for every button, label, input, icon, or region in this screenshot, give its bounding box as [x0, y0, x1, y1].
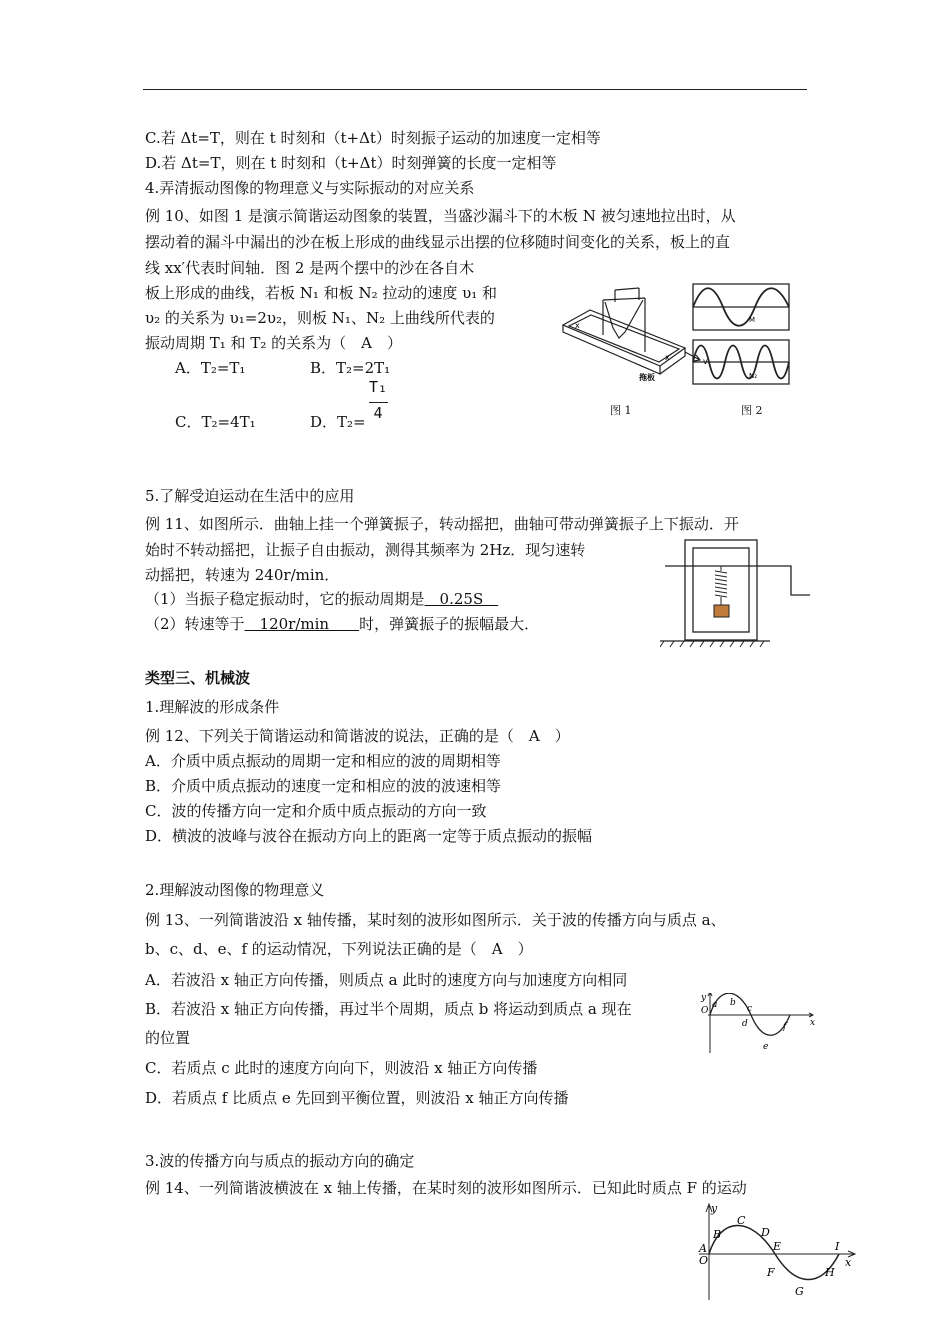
spring: [715, 566, 727, 605]
option-d: D.若 Δt=T，则在 t 时刻和（t+Δt）时刻弹簧的长度一定相等: [145, 154, 557, 172]
label-F: F: [767, 1266, 775, 1279]
example-12-option-c: C．波的传播方向一定和介质中质点振动的方向一致: [145, 802, 487, 820]
example-10-option-d: D．T₂=: [310, 413, 366, 431]
answer-1: 0.25S: [424, 590, 499, 608]
header-rule: [143, 89, 807, 90]
label-H: H: [825, 1266, 835, 1279]
option-c: C.若 Δt=T，则在 t 时刻和（t+Δt）时刻振子运动的加速度一定相等: [145, 129, 601, 147]
label-D: D: [761, 1226, 770, 1239]
fraction-denominator: 4: [373, 404, 383, 422]
example-13-option-a: A．若波沿 x 轴正方向传播，则质点 a 此时的速度方向与加速度方向相同: [145, 971, 628, 989]
example-13-line: 例 13、一列简谐波沿 x 轴传播，某时刻的波形如图所示．关于波的传播方向与质点 a、: [145, 911, 726, 929]
label-x: x: [845, 1256, 852, 1269]
spring-oscillator-figure: [660, 535, 810, 655]
figure-2-caption: 图 2: [741, 404, 763, 417]
label-f: f: [783, 1022, 787, 1032]
example-13-line: b、c、d、e、f 的运动情况，下列说法正确的是（ A ）: [145, 940, 533, 958]
label-y: y: [701, 993, 707, 1003]
example-10-line: 线 xx′代表时间轴．图 2 是两个摆中的沙在各自木: [145, 259, 475, 277]
example-11-question-1: （1）当振子稳定振动时，它的振动周期是 0.25S: [145, 590, 499, 608]
example-10-line: 振动周期 T₁ 和 T₂ 的关系为（ A ）: [145, 334, 402, 352]
example-12-question: 例 12、下列关于简谐运动和简谐波的说法，正确的是（ A ）: [145, 727, 570, 745]
example-13-option-b: B．若波沿 x 轴正方向传播，再过半个周期，质点 b 将运动到质点 a 现在: [145, 1000, 632, 1018]
example-10-option-c: C．T₂=4T₁: [175, 413, 256, 431]
wave-13: [710, 993, 790, 1035]
example-10-option-a: A．T₂=T₁: [175, 359, 246, 377]
section-5-title: 5.了解受迫运动在生活中的应用: [145, 487, 355, 505]
oscillator-block: [714, 605, 729, 617]
label-o: O: [701, 1006, 709, 1016]
velocity-label: v: [703, 357, 708, 366]
curve-n-label: N₂: [749, 372, 758, 380]
example-12-option-b: B．介质中质点振动的速度一定和相应的波的波速相等: [145, 777, 502, 795]
example-11-line: 例 11、如图所示．曲轴上挂一个弹簧振子，转动摇把，曲轴可带动弹簧振子上下振动．开: [145, 515, 739, 533]
example-13-option-c: C．若质点 c 此时的速度方向向下，则波沿 x 轴正方向传播: [145, 1059, 538, 1077]
label-o: O: [699, 1254, 709, 1267]
example-10-option-b: B．T₂=2T₁: [310, 359, 391, 377]
label-I: I: [835, 1240, 840, 1253]
label-a: a: [712, 1000, 718, 1010]
type-3-title: 类型三、机械波: [145, 669, 251, 687]
example-11-line: 动摇把，转速为 240r/min．: [145, 566, 340, 584]
example-11-line: 始时不转动摇把，让振子自由振动，测得其频率为 2Hz．现匀速转: [145, 541, 586, 559]
label-y: y: [711, 1202, 718, 1215]
axis-xp-label: x′: [665, 353, 672, 362]
fraction-numerator: T₁: [368, 378, 388, 396]
curve-m-label: M: [749, 316, 756, 324]
example-10-line: 板上形成的曲线，若板 N₁ 和板 N₂ 拉动的速度 υ₁ 和: [145, 284, 498, 302]
section-3-title: 3.波的传播方向与质点的振动方向的确定: [145, 1152, 415, 1170]
example-10-line: υ₂ 的关系为 υ₁=2υ₂，则板 N₁、N₂ 上曲线所代表的: [145, 309, 495, 327]
label-d: d: [742, 1019, 748, 1029]
section-4-title: 4.弄清振动图像的物理意义与实际振动的对应关系: [145, 179, 475, 197]
answer-2: 120r/min: [244, 615, 360, 633]
axis-x-label: x: [575, 321, 580, 330]
board-label: 拖板: [639, 373, 655, 382]
example-13-option-b-cont: 的位置: [145, 1029, 191, 1047]
example-12-option-a: A．介质中质点振动的周期一定和相应的波的周期相等: [145, 752, 501, 770]
example-13-option-d: D．若质点 f 比质点 e 先回到平衡位置，则波沿 x 轴正方向传播: [145, 1089, 569, 1107]
label-A: A: [699, 1242, 707, 1255]
figure-1-caption: 图 1: [610, 404, 632, 417]
label-b: b: [730, 998, 736, 1008]
label-x: x: [810, 1018, 816, 1028]
fraction-bar: [369, 402, 388, 403]
example-14-line: 例 14、一列简谐波横波在 x 轴上传播，在某时刻的波形如图所示．已知此时质点 F 的运动: [145, 1179, 747, 1197]
wave-figure-13: [698, 993, 818, 1053]
pendulum-figure: [555, 280, 795, 420]
example-12-option-d: D．横波的波峰与波谷在振动方向上的距离一定等于质点振动的振幅: [145, 827, 593, 845]
example-11-question-2: （2）转速等于 120r/min 时，弹簧振子的振幅最大．: [145, 615, 540, 633]
example-10-line: 摆动着的漏斗中漏出的沙在板上形成的曲线显示出摆的位移随时间变化的关系，板上的直: [145, 233, 731, 251]
section-1-title: 1.理解波的形成条件: [145, 698, 280, 716]
label-C: C: [737, 1214, 746, 1227]
label-B: B: [713, 1228, 722, 1241]
wave-figure-14: [695, 1200, 865, 1302]
example-10-line: 例 10、如图 1 是演示简谐运动图象的装置，当盛沙漏斗下的木板 N 被匀速地拉出时，从: [145, 207, 736, 225]
label-e: e: [763, 1042, 769, 1052]
label-E: E: [773, 1240, 782, 1253]
label-c: c: [747, 1004, 753, 1014]
section-2-title: 2.理解波动图像的物理意义: [145, 881, 325, 899]
label-G: G: [795, 1285, 804, 1298]
